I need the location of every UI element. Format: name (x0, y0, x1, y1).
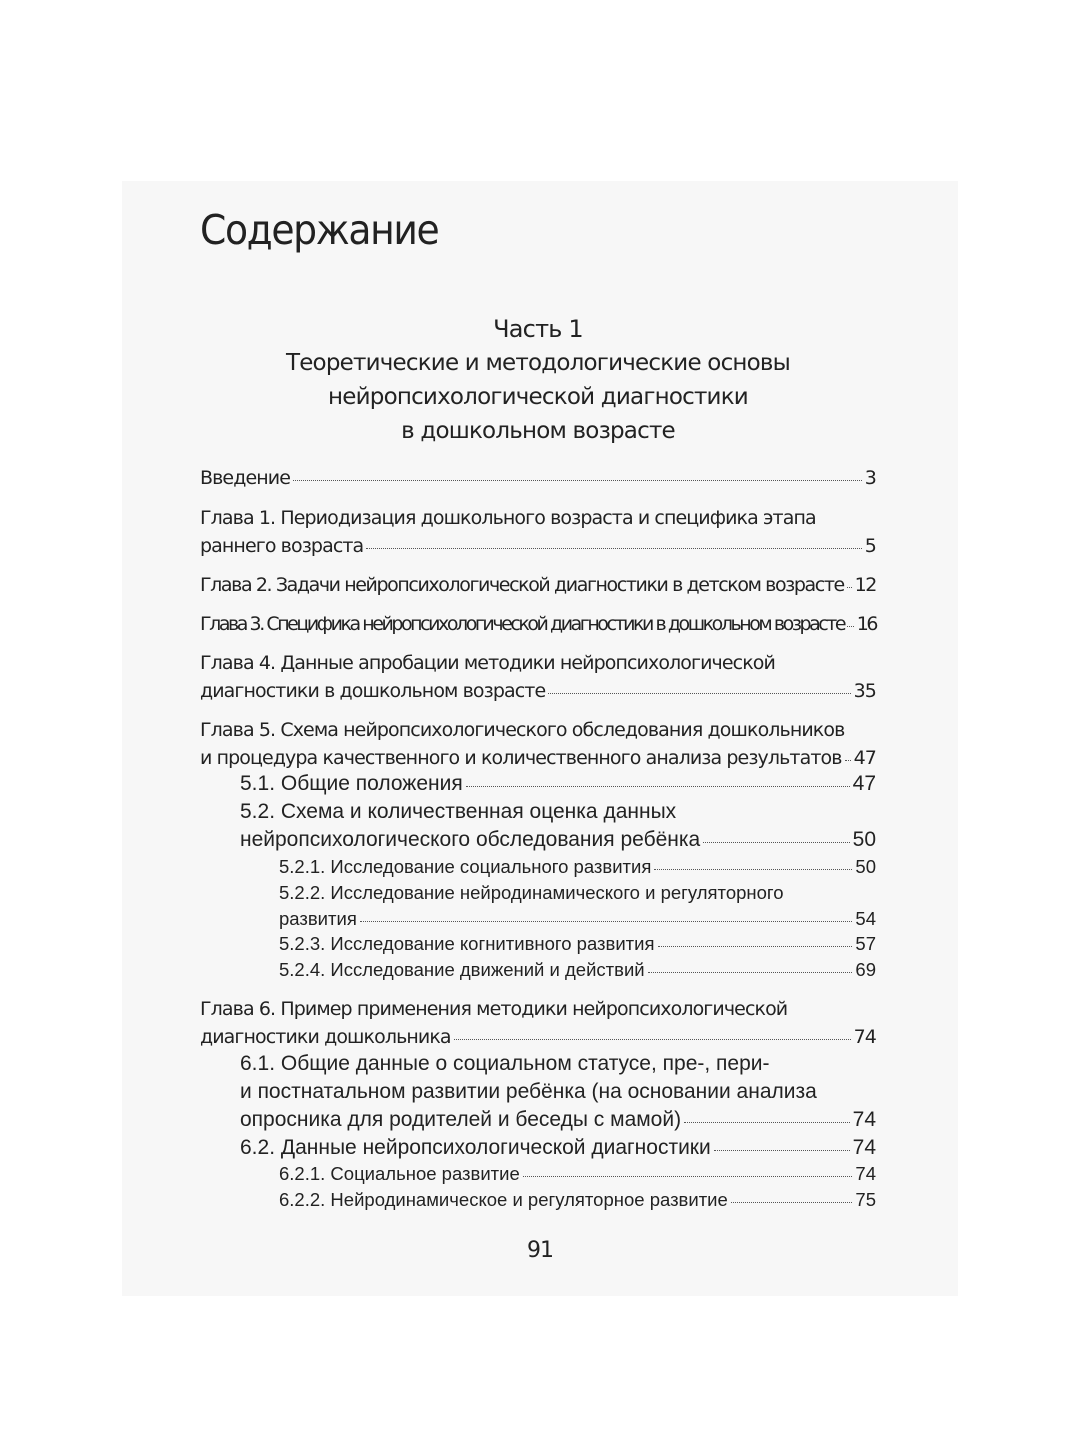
toc-entry-text: Введение (200, 467, 291, 489)
toc-entry-section-6-2-2[interactable] (279, 1187, 876, 1213)
toc-entry-section-5-1[interactable] (240, 770, 876, 798)
toc-page-number: 74 (852, 1108, 876, 1131)
toc-page-number: 75 (855, 1189, 876, 1210)
toc-page-number: 57 (855, 933, 876, 954)
toc-page-number: 50 (852, 828, 876, 851)
toc-page-number: 74 (853, 1026, 876, 1048)
toc-entry-text-cont: и постнатальном развитии ребёнка (на основании анализа (240, 1080, 817, 1103)
toc-entry-section-6-1[interactable] (240, 1050, 876, 1134)
toc-entry-text: 6.1. Общие данные о социальном статусе, пре-, пери- (240, 1052, 770, 1075)
toc-entry-text: 6.2. Данные нейропсихологической диагностики (240, 1136, 711, 1159)
toc-page-number: 12 (854, 574, 876, 596)
toc-entry-text: 5.2.2. Исследование нейродинамического и регуляторного (279, 882, 784, 903)
dot-leader (548, 692, 850, 694)
dot-leader (658, 945, 853, 947)
toc-page-number: 35 (853, 680, 876, 702)
toc-page-number: 16 (856, 613, 876, 635)
toc-entry-section-5-2-3[interactable] (279, 931, 876, 957)
dot-leader (847, 625, 854, 627)
page-title: Содержание (200, 206, 439, 254)
toc-entry-text-cont: развития (279, 908, 357, 929)
toc-entry-chapter-1[interactable] (200, 504, 876, 560)
toc-entry-chapter-4[interactable] (200, 649, 876, 705)
toc-page-number: 54 (855, 908, 876, 929)
toc-entry-text: 5.2.3. Исследование когнитивного развития (279, 933, 655, 954)
page-number: 91 (527, 1238, 553, 1263)
part-number: Часть 1 (493, 315, 583, 343)
toc-entry-text-cont: и процедура качественного и количественного анализа результатов (200, 747, 842, 769)
dot-leader (466, 785, 850, 787)
toc-entry-text: 6.2.2. Нейродинамическое и регуляторное развитие (279, 1189, 728, 1210)
toc-entry-text: 6.2.1. Социальное развитие (279, 1163, 520, 1184)
dot-leader (731, 1201, 853, 1203)
part-title-line-1: Теоретические и методологические основы (285, 350, 791, 376)
part-title-line-2: нейропсихологической диагностики (328, 384, 748, 410)
toc-entry-section-5-2-2[interactable] (279, 880, 876, 932)
toc-entry-chapter-5[interactable] (200, 716, 876, 772)
toc-entry-text-cont: диагностики в дошкольном возрасте (200, 680, 546, 702)
dot-leader (703, 841, 849, 843)
toc-entry-text: Глава 6. Пример применения методики нейропсихологической (200, 998, 788, 1020)
dot-leader (454, 1038, 851, 1040)
dot-leader (684, 1121, 850, 1123)
toc-entry-text: 5.1. Общие положения (240, 772, 463, 795)
dot-leader (366, 547, 862, 549)
toc-entry-section-6-2-1[interactable] (279, 1161, 876, 1187)
toc-entry-section-5-2-1[interactable] (279, 854, 876, 880)
toc-page-number: 74 (852, 1136, 876, 1159)
dot-leader (360, 920, 853, 922)
toc-entry-intro[interactable] (200, 464, 876, 492)
toc-entry-chapter-2[interactable] (200, 571, 876, 599)
toc-entry-text-cont: раннего возраста (200, 535, 364, 557)
dot-leader (293, 479, 862, 481)
dot-leader (654, 868, 852, 870)
toc-entry-text: 5.2. Схема и количественная оценка данных (240, 800, 677, 823)
dot-leader (523, 1175, 853, 1177)
toc-entry-text: Глава 4. Данные апробации методики нейропсихологической (200, 652, 775, 674)
toc-entry-section-6-2[interactable] (240, 1134, 876, 1162)
toc-page-number: 74 (855, 1163, 876, 1184)
toc-page-number: 69 (855, 959, 876, 980)
toc-entry-chapter-3[interactable] (200, 610, 876, 638)
dot-leader (714, 1149, 850, 1151)
toc-entry-text: Глава 1. Периодизация дошкольного возраста и специфика этапа (200, 507, 816, 529)
toc-page-number: 47 (852, 772, 876, 795)
toc-entry-section-5-2[interactable] (240, 798, 876, 854)
toc-entry-text: 5.2.1. Исследование социального развития (279, 856, 652, 877)
toc-entry-text: 5.2.4. Исследование движений и действий (279, 959, 645, 980)
toc-page-number: 47 (853, 747, 876, 769)
toc-entry-text: Глава 3. Специфика нейропсихологической диагностики в дошкольном возрасте (200, 613, 845, 635)
toc-page-number: 5 (864, 535, 876, 557)
toc-entry-chapter-6[interactable] (200, 995, 876, 1051)
toc-entry-text: Глава 2. Задачи нейропсихологической диагностики в детском возрасте (200, 574, 844, 596)
toc-page-number: 50 (855, 856, 876, 877)
toc-entry-text-cont: нейропсихологического обследования ребёнка (240, 828, 701, 851)
toc-entry-section-5-2-4[interactable] (279, 957, 876, 983)
toc-page-number: 3 (864, 467, 876, 489)
dot-leader (847, 586, 852, 588)
table-of-contents (200, 0, 876, 1440)
dot-leader (648, 971, 853, 973)
dot-leader (845, 759, 851, 761)
toc-entry-text-cont: диагностики дошкольника (200, 1026, 451, 1048)
part-title-line-3: в дошкольном возрасте (401, 418, 675, 444)
toc-entry-text-cont: опросника для родителей и беседы с мамой) (240, 1108, 682, 1131)
toc-entry-text: Глава 5. Схема нейропсихологического обследования дошкольников (200, 719, 845, 741)
